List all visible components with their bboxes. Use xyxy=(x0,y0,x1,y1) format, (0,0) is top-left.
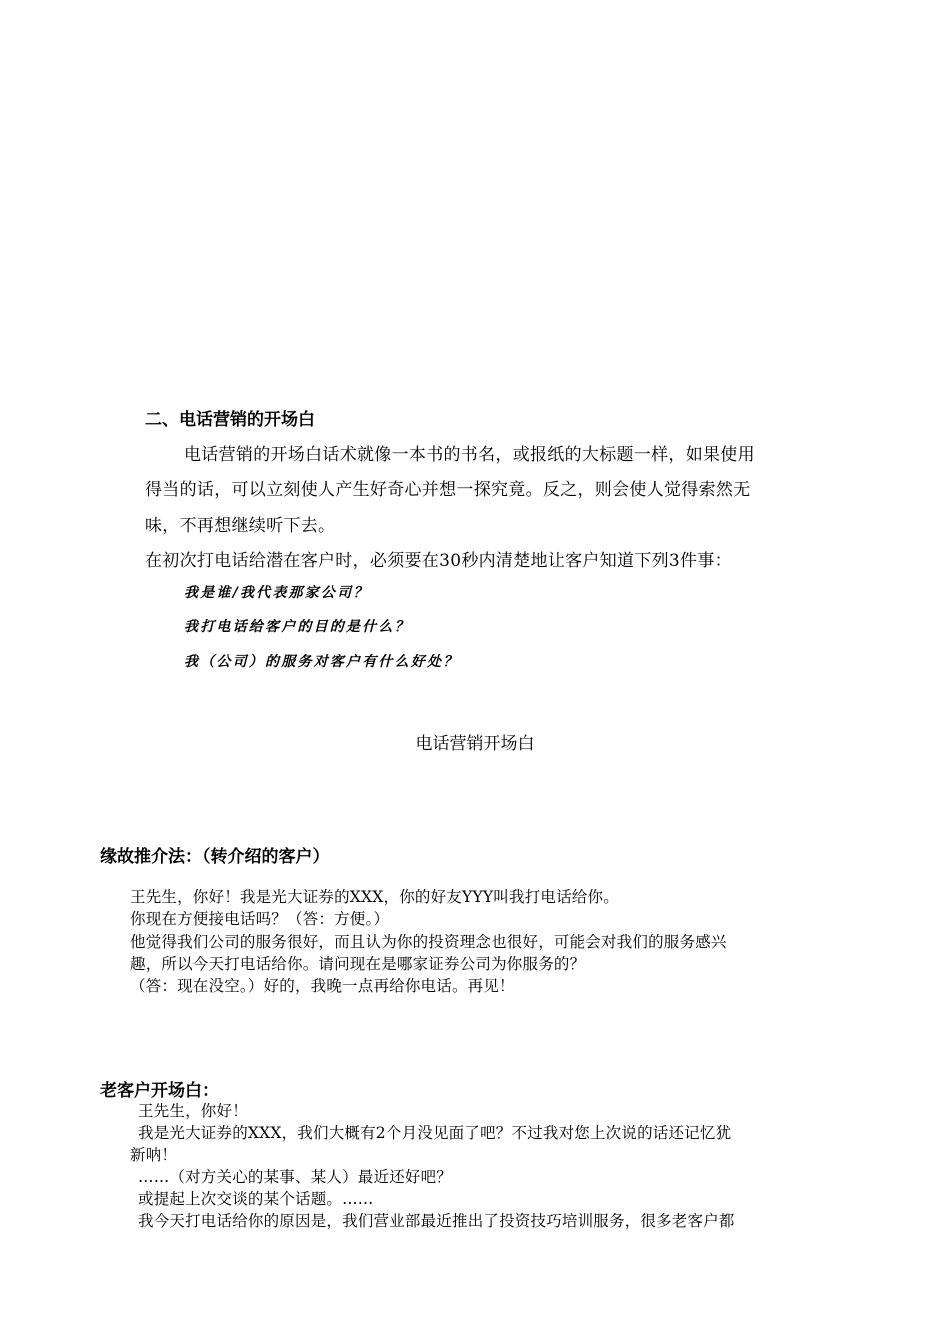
old-client-line: 或提起上次交谈的某个话题。…… xyxy=(138,1190,374,1208)
old-client-line: 我今天打电话给你的原因是，我们营业部最近推出了投资技巧培训服务，很多老客户都 xyxy=(138,1212,735,1230)
paragraph-line: 在初次打电话给潜在客户时，必须要在30秒内清楚地让客户知道下列3件事： xyxy=(145,551,732,571)
paragraph-line: 电话营销的开场白话术就像一本书的书名，或报纸的大标题一样，如果使用 xyxy=(184,445,755,465)
paragraph-line: 得当的话，可以立刻使人产生好奇心并想一探究竟。反之，则会使人觉得索然无 xyxy=(145,480,751,500)
referral-line: 你现在方便接电话吗？（答：方便。） xyxy=(130,910,390,928)
paragraph-line: 味，不再想继续听下去。 xyxy=(145,516,336,536)
referral-line: （答：现在没空。）好的，我晚一点再给你电话。再见！ xyxy=(130,977,515,995)
center-title: 电话营销开场白 xyxy=(415,734,535,754)
referral-line: 趣，所以今天打电话给你。请问现在是哪家证券公司为你服务的？ xyxy=(130,955,586,973)
old-client-heading: 老客户开场白： xyxy=(100,1081,219,1101)
old-client-line: 新呐！ xyxy=(130,1146,178,1164)
referral-heading: 缘故推介法：（转介绍的客户） xyxy=(100,847,330,867)
question-item: 我是谁/我代表那家公司？ xyxy=(184,585,370,601)
question-item: 我打电话给客户的目的是什么？ xyxy=(184,619,411,635)
question-item: 我（公司）的服务对客户有什么好处？ xyxy=(184,654,460,670)
section-heading: 二、电话营销的开场白 xyxy=(145,410,315,430)
old-client-line: 王先生，你好！ xyxy=(138,1102,248,1120)
referral-line: 王先生，你好！我是光大证券的XXX，你的好友YYY叫我打电话给你。 xyxy=(130,888,619,906)
old-client-line: 我是光大证券的XXX，我们大概有2个月没见面了吧？不过我对您上次说的话还记忆犹 xyxy=(138,1124,732,1142)
referral-line: 他觉得我们公司的服务很好，而且认为你的投资理念也很好，可能会对我们的服务感兴 xyxy=(130,933,727,951)
old-client-line: ……（对方关心的某事、某人）最近还好吧？ xyxy=(138,1168,453,1186)
